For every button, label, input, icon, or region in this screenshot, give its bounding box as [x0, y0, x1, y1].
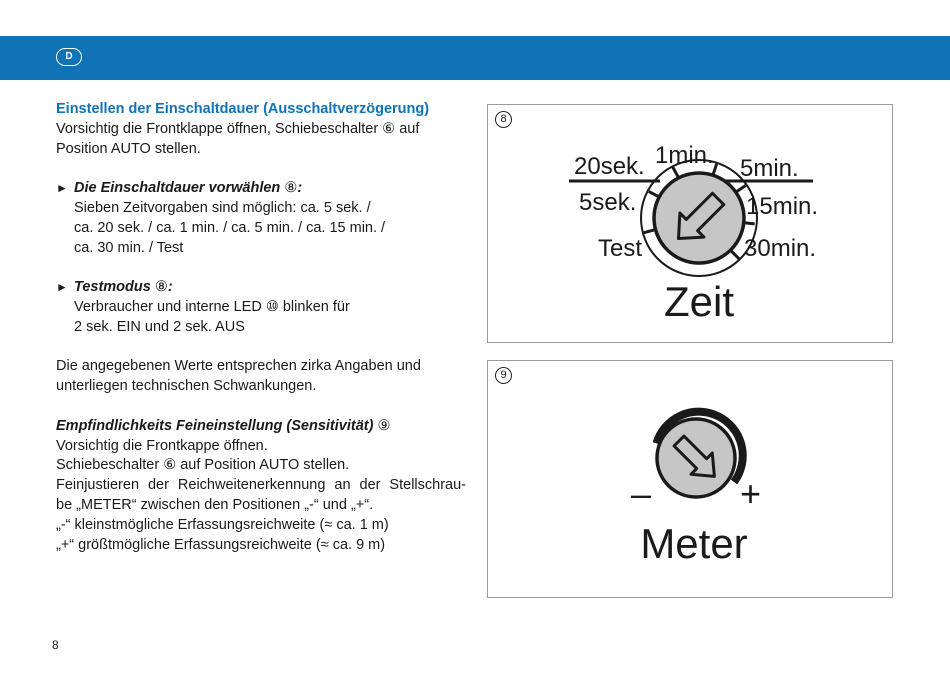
text-line: 2 sek. EIN und 2 sek. AUS — [74, 318, 245, 335]
main-text — [56, 100, 466, 555]
bullet-colon: : — [297, 180, 303, 197]
figure-ref: ⑧ — [154, 279, 168, 296]
dial-caption: Zeit — [663, 278, 735, 325]
figure-9-meter-dial — [487, 360, 893, 598]
figure-ref: ⑧ — [284, 180, 298, 197]
text-line: Vorsichtig die Frontkappe öffnen. — [56, 437, 268, 454]
bullet-arrow-icon: ► — [56, 280, 68, 295]
dial-label-5min: 5min. — [740, 155, 799, 182]
time-dial-illustration — [488, 105, 892, 342]
bullet-arrow-icon: ► — [56, 181, 68, 196]
text-line: be „METER“ zwischen den Positionen „-“ und „+“. — [56, 496, 374, 513]
dial-label-test: Test — [598, 235, 643, 262]
dial-label-20sek: 20sek. — [574, 153, 645, 180]
bullet-duration-select — [56, 179, 466, 199]
dial-label-5sek: 5sek. — [579, 189, 637, 216]
text-line: ca. 30 min. / Test — [74, 239, 184, 256]
text-line: Sieben Zeitvorgaben sind möglich: ca. 5 sek. / — [74, 199, 371, 216]
text-line: unterliegen technischen Schwankungen. — [56, 378, 317, 395]
text-line: Vorsichtig die Frontklappe öffnen, Schiebeschalter ⑥ auf — [56, 120, 420, 137]
text-line: „+“ größtmögliche Erfassungsreichweite (≈ ca. 9 m) — [56, 536, 386, 553]
meter-caption: Meter — [640, 520, 748, 567]
header-bar — [0, 36, 950, 80]
text-line: Verbraucher und interne LED ⑩ blinken für — [74, 298, 350, 315]
text-line: Feinjustieren der Reichweitenerkennung an der Stellschrau- — [56, 477, 466, 494]
dial-label-15min: 15min. — [746, 193, 819, 220]
bullet-colon: : — [167, 279, 173, 296]
page-number: 8 — [52, 638, 59, 652]
text-line: Schiebeschalter ⑥ auf Position AUTO stellen. — [56, 457, 350, 474]
language-badge: D — [56, 48, 82, 66]
figure-number: 8 — [495, 111, 512, 128]
bullet-title: Testmodus — [74, 279, 151, 296]
figure-8-time-dial — [487, 104, 893, 343]
text-line: Position AUTO stellen. — [56, 140, 201, 157]
section-title-switch-duration: Einstellen der Einschaltdauer (Ausschaltverzögerung) — [56, 101, 430, 117]
bullet-title: Die Einschaltdauer vorwählen — [74, 180, 281, 197]
figure-ref: ⑨ — [377, 417, 391, 434]
plus-sign: + — [740, 473, 762, 514]
dial-label-30min: 30min. — [744, 235, 817, 262]
bullet-test-mode — [56, 278, 466, 298]
dial-label-1min: 1min. — [655, 142, 714, 169]
text-line: „-“ kleinstmögliche Erfassungsreichweite (≈ ca. 1 m) — [56, 516, 389, 533]
figure-number: 9 — [495, 367, 512, 384]
meter-dial-illustration — [488, 361, 892, 597]
section-title: Empfindlichkeits Feineinstellung (Sensitivität) — [56, 417, 374, 434]
text-line: Die angegebenen Werte entsprechen zirka Angaben und — [56, 358, 421, 375]
minus-sign: – — [631, 473, 652, 514]
text-line: ca. 20 sek. / ca. 1 min. / ca. 5 min. / ca. 15 min. / — [74, 219, 386, 236]
section-title-sensitivity — [56, 417, 466, 437]
